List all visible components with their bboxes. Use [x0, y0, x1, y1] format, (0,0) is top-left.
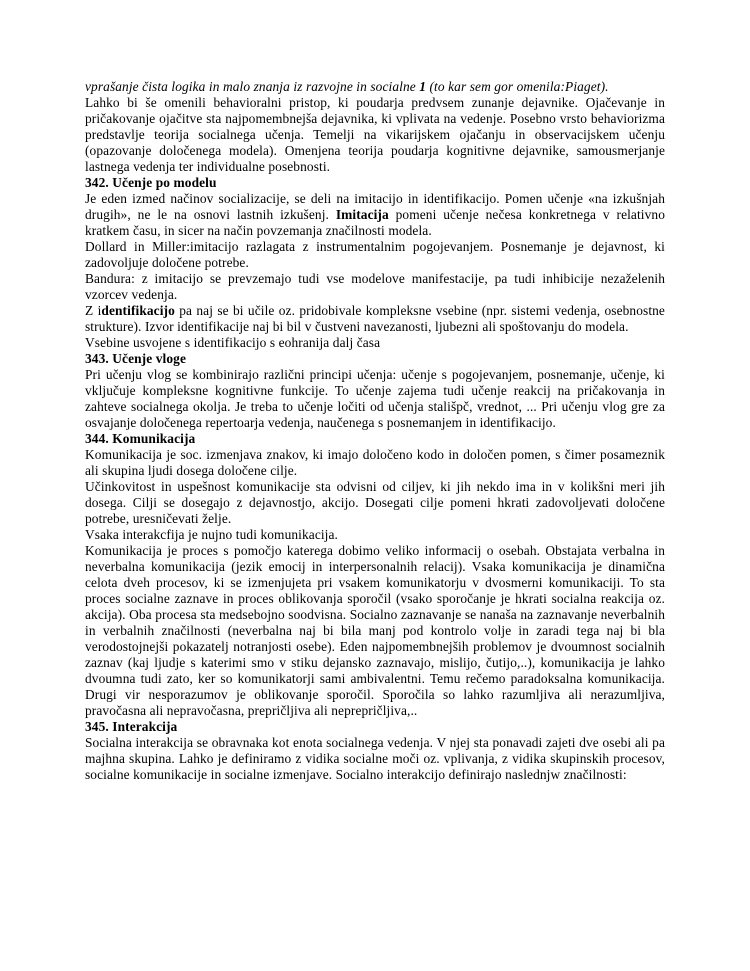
vsebine-usvojene-paragraph — [85, 335, 665, 351]
komunikacija-process-paragraph — [85, 543, 665, 719]
text-run: Dollard in Miller:imitacijo razlagata z instrumentalnim pogojevanjem. Posnemanje je dejavnost, ki zadovoljuje določene potrebe. — [85, 239, 665, 270]
socialna-interakcija-paragraph — [85, 735, 665, 783]
text-run: 1 — [419, 79, 427, 94]
text-run: Komunikacija je proces s pomočjo katerega dobimo veliko informacij o osebah. Obstajata verbalna in neverbalna komunikacija (jezik emocij in interpersonalnih relacij). Vsaka komunikacija je dinamična celota dveh procesov, ki se izmenjujeta pri vsakem komunikatorju v dvosmerni komunikaciji. To sta proces socialne zaznave in proces oblikovanja sporočil (vsako sporočanje je hkrati socialna reakcija oz. akcija). Oba procesa sta medsebojno soodvisna. Socialno zaznavanje se nanaša na zaznavanje neverbalnih in verbalnih značilnosti (neverbalna naj bi bila manj pod kontrolo volje in zaradi tega naj bi bla verodostojnejši pokazatelj notranjosti osebe). Eden najpomembnejših problemov je dvoumnost socialnih zaznav (kaj ljudje s katerimi smo v stiku dejansko zaznavajo, mislijo, čutijo,..), komunikacija je lahko dvoumna tudi zato, ker so komunikatorji sami ambivalentni. Temu rečemo paradoksalna komunikacija. Drugi vir nesporazumov je oblikovanje sporočil. Sporočila so lahko razumljiva ali nerazumljiva, pravočasna ali nepravočasna, prepričljiva ali neprepričljiva,.. — [85, 543, 665, 718]
text-run: Učinkovitost in uspešnost komunikacije sta odvisni od ciljev, ki jih nekdo ima in v kolikšni meri jih dosega. Cilji se dosegajo z dejavnostjo, akcijo. Dosegati cilje pomeni hkrati zadovoljevati določene potrebe, uresničevati želje. — [85, 479, 665, 526]
ucinkovitost-paragraph — [85, 479, 665, 527]
text-run: Z i — [85, 303, 102, 318]
intro-note-paragraph — [85, 79, 665, 95]
heading-343-ucenje-vloge — [85, 351, 665, 367]
text-run: 342. Učenje po modelu — [85, 175, 217, 190]
dollard-miller-paragraph — [85, 239, 665, 271]
vsaka-interakcija-paragraph — [85, 527, 665, 543]
heading-345-interakcija — [85, 719, 665, 735]
bandura-paragraph — [85, 271, 665, 303]
text-run: 344. Komunikacija — [85, 431, 196, 446]
text-run: Lahko bi še omenili behavioralni pristop, ki poudarja predvsem zunanje dejavnike. Ojačevanje in pričakovanje ojačitve sta najpomembnejša dejavnika, ki vplivata na vedenje. Posebno vrsto behaviorizma predstavlje teorija socialnega učenja. Temelji na vikarijskem ojačanju in observacijskem učenju (opazovanje določenega modela). Omenjena teorija poudarja kognitivne dejavnike, samousmerjanje lastnega vedenja ter individualne posebnosti. — [85, 95, 665, 174]
text-run: Bandura: z imitacijo se prevzemajo tudi vse modelove manifestacije, pa tudi inhibicije nezaželenih vzorcev vedenja. — [85, 271, 665, 302]
ucenje-vloge-paragraph — [85, 367, 665, 431]
document-text-block — [85, 79, 665, 783]
text-run: Pri učenju vlog se kombinirajo različni principi učenja: učenje s pogojevanjem, posnemanje, učenje, ki vključuje kompleksne kognitivne funkcije. To učenje zajema tudi učenje reakcij na pričakovanja in zahteve socialnega okolja. Je treba to učenje ločiti od učenja stališpč, vrednot, ... Pri učenju vlog gre za osvajanje določenega repertoarja vedenja, naučenega s posnemanjem in identifikacijo. — [85, 367, 665, 430]
text-run: (to kar sem gor omenila:Piaget). — [426, 79, 609, 94]
text-run: Vsebine usvojene s identifikacijo s eohranija dalj časa — [85, 335, 381, 350]
text-run: pomeni učenje nečesa konkretnega v relativno kratkem času, in sicer na način povzemanja značilnosti modela. — [85, 207, 665, 238]
heading-344-komunikacija — [85, 431, 665, 447]
behavioral-approach-paragraph — [85, 95, 665, 175]
text-run: vprašanje čista logika in malo znanja iz razvojne in socialne — [85, 79, 420, 94]
komunikacija-definition-paragraph — [85, 447, 665, 479]
text-run: dentifikacijo — [101, 303, 175, 318]
text-run: Socialna interakcija se obravnaka kot enota socialnega vedenja. V njej sta ponavadi zajeti dve osebi ali pa majhna skupina. Lahko je definiramo z vidika socialne moči oz. vplivanja, z vidika skupinskih procesov, socialne komunikacije in socialne izmenjave. Socialno interakcijo definirajo naslednjw značilnosti: — [85, 735, 665, 782]
text-run: Imitacija — [335, 207, 389, 222]
text-run: Je eden izmed načinov socializacije, se deli na imitacijo in identifikacijo. Pomen učenje «na izkušnjah drugih», ne le na osnovi lastnih izkušenj. — [85, 191, 665, 222]
text-run: pa naj se bi učile oz. pridobivale kompleksne vsebine (npr. sistemi vedenja, osebnostne strukture). Izvor identifikacije naj bi bil v čustveni navezanosti, ljubezni ali spoštovanju do modela. — [85, 303, 665, 334]
text-run: 345. Interakcija — [85, 719, 178, 734]
text-run: Vsaka interakcfija je nujno tudi komunikacija. — [85, 527, 338, 542]
text-run: 343. Učenje vloge — [85, 351, 186, 366]
imitacija-paragraph — [85, 191, 665, 239]
heading-342-ucenje-po-modelu — [85, 175, 665, 191]
text-run: Komunikacija je soc. izmenjava znakov, ki imajo določeno kodo in določen pomen, s čimer posameznik ali skupina ljudi dosega določene cilje. — [85, 447, 665, 478]
identifikacija-paragraph — [85, 303, 665, 335]
